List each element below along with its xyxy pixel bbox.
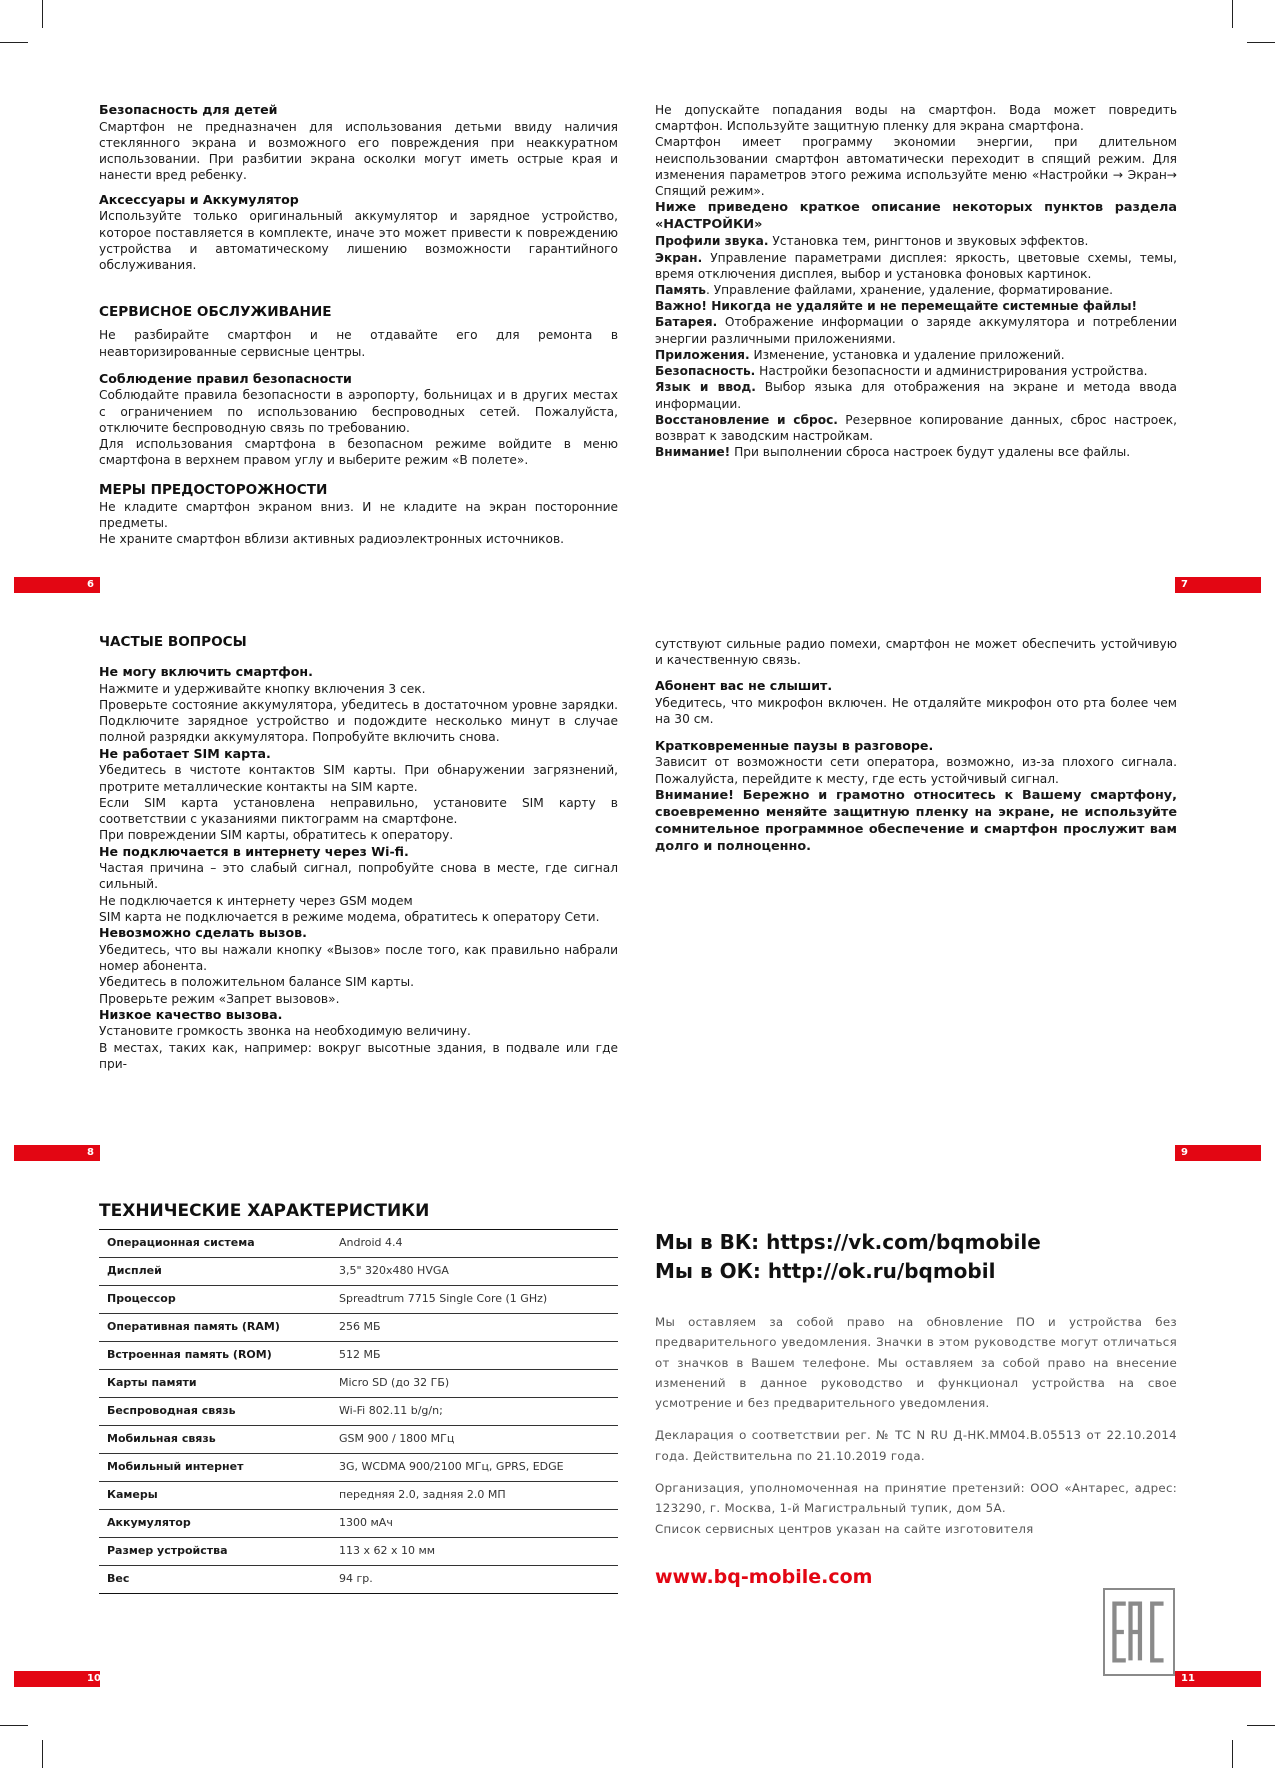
spec-value: 512 МБ — [339, 1341, 618, 1369]
q4-line-3: Проверьте режим «Запрет вызовов». — [99, 991, 340, 1006]
spec-value: 3,5" 320x480 HVGA — [339, 1257, 618, 1285]
specs-table — [99, 1229, 618, 1594]
accessories-text: Используйте только оригинальный аккумулятор и зарядное устройство, которое поставляется в комплекте, иначе это может привести к повреждению устройства и автоматическому лишению возможности гарантийного обслуживания. — [99, 209, 618, 272]
q6-text: Убедитесь, что микрофон включен. Не отдаляйте микрофон ото рта более чем на 30 см. — [655, 696, 1177, 727]
spec-value: передняя 2.0, задняя 2.0 МП — [339, 1481, 618, 1509]
q6-title: Абонент вас не слышит. — [655, 678, 833, 694]
q3-line-3: SIM карта не подключается в режиме модема, обратитесь к оператору Сети. — [99, 909, 600, 924]
spec-key: Карты памяти — [99, 1369, 339, 1397]
settings-item-desc: Резервное копирование данных, сброс настроек, возврат к заводским настройкам. — [655, 412, 1177, 443]
page-number-7: 7 — [1175, 577, 1261, 593]
settings-heading: Ниже приведено краткое описание некоторых пунктов раздела «НАСТРОЙКИ» — [655, 200, 1177, 233]
q2-line-2: Если SIM карта установлена неправильно, установите SIM карту в соответствии с указаниями пиктограмм на смартфоне. — [99, 795, 618, 827]
settings-item — [655, 444, 1177, 460]
ok-link[interactable]: Мы в ОК: http://ok.ru/bqmobil — [655, 1259, 996, 1283]
page-number-9: 9 — [1175, 1145, 1261, 1161]
vk-link[interactable]: Мы в ВК: https://vk.com/bqmobile — [655, 1230, 1041, 1254]
spec-value: 94 гр. — [339, 1565, 618, 1593]
settings-item — [655, 298, 1177, 314]
spec-key: Оперативная память (RAM) — [99, 1313, 339, 1341]
table-row — [99, 1481, 618, 1509]
spec-value: 256 МБ — [339, 1313, 618, 1341]
child-safety-title: Безопасность для детей — [99, 102, 278, 117]
settings-item-term: Восстановление и сброс. — [655, 412, 838, 427]
settings-item — [655, 250, 1177, 282]
settings-item — [655, 314, 1177, 346]
page-8-content — [99, 633, 618, 1072]
q4-line-1: Убедитесь, что вы нажали кнопку «Вызов» после того, как правильно набрали номер абонента. — [99, 942, 618, 974]
table-row — [99, 1397, 618, 1425]
settings-item-term: Экран. — [655, 250, 703, 265]
page-number-10: 10 — [14, 1671, 100, 1687]
accessories-title: Аксессуары и Аккумулятор — [99, 191, 299, 207]
table-row — [99, 1369, 618, 1397]
eac-certification-mark — [1103, 1588, 1175, 1676]
table-row — [99, 1425, 618, 1453]
q1-line-1: Нажмите и удерживайте кнопку включения 3 сек. — [99, 681, 426, 696]
continuation-text: сутствуют сильные радио помехи, смартфон не может обеспечить устойчивую и качественную связь. — [655, 637, 1177, 668]
crop-mark — [42, 1740, 43, 1768]
note-declaration: Декларация о соответствии рег. № ТС N RU Д-НК.ММ04.В.05513 от 22.10.2014 года. Действительна по 21.10.2019 года. — [655, 1428, 1177, 1463]
page-7-content — [655, 102, 1177, 460]
spec-key: Мобильный интернет — [99, 1453, 339, 1481]
q1-title: Не могу включить смартфон. — [99, 664, 313, 680]
q3-title: Не подключается в интернету через Wi-fi. — [99, 843, 409, 859]
page-9-content — [655, 636, 1177, 855]
settings-item-desc: Управление параметрами дисплея: яркость, цветовые схемы, темы, время отключения дисплея, выбор и установка фоновых картинок. — [655, 250, 1177, 281]
water-text: Не допускайте попадания воды на смартфон. Вода может повредить смартфон. Используйте защитную пленку для экрана смартфона. — [655, 103, 1177, 134]
precautions-text-2: Не храните смартфон вблизи активных радиоэлектронных источников. — [99, 532, 565, 547]
spec-value: Micro SD (до 32 ГБ) — [339, 1369, 618, 1397]
settings-item-term: Безопасность. — [655, 364, 756, 379]
settings-item-desc: При выполнении сброса настроек будут удалены все файлы. — [730, 445, 1131, 460]
table-row — [99, 1341, 618, 1369]
spec-value: Spreadtrum 7715 Single Core (1 GHz) — [339, 1285, 618, 1313]
note-rights: Мы оставляем за собой право на обновление ПО и устройства без предварительного уведомления. Значки в этом руководстве могут отличаться от значков в Вашем телефоне. Мы оставляем за собой право на внесение изменений в данное руководство и функционал устройства на свое усмотрение и без предварительного уведомления. — [655, 1315, 1177, 1411]
settings-list — [655, 233, 1177, 460]
spec-value: Android 4.4 — [339, 1229, 618, 1257]
table-row — [99, 1453, 618, 1481]
specs-title: ТЕХНИЧЕСКИЕ ХАРАКТЕРИСТИКИ — [99, 1201, 430, 1221]
page-10-content — [99, 1200, 618, 1594]
settings-item-term: Память — [655, 283, 706, 297]
page-number-8: 8 — [14, 1145, 100, 1161]
page-11-content — [655, 1228, 1177, 1590]
table-row — [99, 1229, 618, 1257]
spec-key: Аккумулятор — [99, 1509, 339, 1537]
q5-title: Низкое качество вызова. — [99, 1006, 283, 1022]
rules-title: Соблюдение правил безопасности — [99, 370, 352, 386]
q4-line-2: Убедитесь в положительном балансе SIM карты. — [99, 975, 415, 990]
settings-item — [655, 347, 1177, 363]
spec-key: Вес — [99, 1565, 339, 1593]
table-row — [99, 1565, 618, 1593]
table-row — [99, 1537, 618, 1565]
spec-key: Встроенная память (ROM) — [99, 1341, 339, 1369]
settings-item-desc: Настройки безопасности и администрирования устройства. — [755, 364, 1148, 379]
q5-line-2: В местах, таких как, например: вокруг высотные здания, в подвале или где при- — [99, 1040, 618, 1071]
q4-title: Невозможно сделать вызов. — [99, 925, 307, 941]
q2-line-1: Убедитесь в чистоте контактов SIM карты. При обнаружении загрязнений, протрите металлические контакты на SIM карте. — [99, 763, 618, 794]
q3-line-1: Частая причина – это слабый сигнал, попробуйте снова в месте, где сигнал сильный. — [99, 861, 618, 892]
spec-key: Дисплей — [99, 1257, 339, 1285]
q7-text: Зависит от возможности сети оператора, возможно, из-за плохого сигнала. Пожалуйста, перейдите к месту, где есть устойчивый сигнал. — [655, 755, 1177, 786]
q2-line-3: При повреждении SIM карты, обратитесь к оператору. — [99, 828, 454, 843]
crop-mark — [1247, 1725, 1275, 1726]
spec-key: Мобильная связь — [99, 1425, 339, 1453]
settings-item — [655, 233, 1177, 249]
settings-item-term: Приложения. — [655, 347, 750, 362]
settings-item-desc: . Управление файлами, хранение, удаление, форматирование. — [705, 283, 1113, 297]
spec-key: Камеры — [99, 1481, 339, 1509]
service-text: Не разбирайте смартфон и не отдавайте его для ремонта в неавторизированные сервисные центры. — [99, 328, 618, 359]
settings-item-desc: Выбор языка для отображения на экране и метода ввода информации. — [655, 380, 1177, 411]
note-service-centers: Список сервисных центров указан на сайте изготовителя — [655, 1521, 1034, 1536]
settings-item-term: Профили звука. — [655, 234, 769, 249]
spec-key: Беспроводная связь — [99, 1397, 339, 1425]
crop-mark — [1247, 42, 1275, 43]
spec-value: GSM 900 / 1800 МГц — [339, 1425, 618, 1453]
q3-line-2: Не подключается к интернету через GSM модем — [99, 893, 413, 908]
crop-mark — [42, 0, 43, 28]
q7-title: Кратковременные паузы в разговоре. — [655, 737, 934, 753]
final-warning: Внимание! Бережно и грамотно относитесь к Вашему смартфону, своевременно меняйте защитную пленку на экране, не используйте сомнительное программное обеспечение и смартфон прослужит вам долго и полноценно. — [655, 787, 1177, 854]
precautions-text-1: Не кладите смартфон экраном вниз. И не кладите на экран посторонние предметы. — [99, 499, 618, 530]
energy-text: Смартфон имеет программу экономии энергии, при длительном неиспользовании смартфон автоматически переходит в спящий режим. Для изменения параметров этого режима используйте меню «Настройки → Экран→ Спящий режим». — [655, 135, 1177, 199]
rules-text-1: Соблюдайте правила безопасности в аэропорту, больницах и в других местах с ограничением по использованию беспроводных сетей. Пожалуйста, отключите беспроводную связь по требованию. — [99, 388, 618, 435]
service-title: СЕРВИСНОЕ ОБСЛУЖИВАНИЕ — [99, 304, 332, 321]
settings-item-desc: Отображение информации о заряде аккумулятора и потреблении энергии различными приложениями. — [655, 315, 1177, 346]
spec-key: Процессор — [99, 1285, 339, 1313]
settings-item-term: Язык и ввод. — [655, 380, 756, 395]
crop-mark — [1232, 1740, 1233, 1768]
spec-value: 3G, WCDMA 900/2100 МГц, GPRS, EDGE — [339, 1453, 618, 1481]
crop-mark — [0, 1725, 28, 1726]
page-6-content — [99, 102, 618, 547]
q1-line-2: Проверьте состояние аккумулятора, убедитесь в достаточном уровне зарядки. Подключите зарядное устройство и подождите несколько минут в случае полной разрядки аккумулятора. Попробуйте включить снова. — [99, 698, 618, 745]
crop-mark — [1232, 0, 1233, 28]
eac-logo-icon — [1105, 1590, 1173, 1674]
settings-item-term: Важно! Никогда не удаляйте и не перемещайте системные файлы! — [655, 299, 1138, 314]
note-organization: Организация, уполномоченная на принятие претензий: ООО «Антарес, адрес: 123290, г. Москва, 1-й Магистральный тупик, дом 5А. — [655, 1480, 1177, 1516]
spec-key: Операционная система — [99, 1229, 339, 1257]
crop-mark — [0, 42, 28, 43]
faq-title: ЧАСТЫЕ ВОПРОСЫ — [99, 634, 247, 650]
website-link[interactable]: www.bq-mobile.com — [655, 1565, 873, 1588]
precautions-title: МЕРЫ ПРЕДОСТОРОЖНОСТИ — [99, 481, 328, 498]
table-row — [99, 1285, 618, 1313]
spec-value: 113 x 62 x 10 мм — [339, 1537, 618, 1565]
settings-item-term: Батарея. — [655, 315, 718, 330]
settings-item-desc: Изменение, установка и удаление приложений. — [749, 347, 1065, 362]
spec-value: Wi-Fi 802.11 b/g/n; — [339, 1397, 618, 1425]
rules-text-2: Для использования смартфона в безопасном режиме войдите в меню смартфона в верхнем правом углу и выберите режим «В полете». — [99, 437, 618, 468]
spec-key: Размер устройства — [99, 1537, 339, 1565]
settings-item-term: Внимание! — [655, 445, 731, 460]
q2-title: Не работает SIM карта. — [99, 745, 271, 761]
settings-item — [655, 363, 1177, 379]
child-safety-text: Смартфон не предназначен для использования детьми ввиду наличия стеклянного экрана и возможного его повреждения при неаккуратном использовании. При разбитии экрана осколки могут иметь острые края и нанести вред ребенку. — [99, 119, 618, 183]
table-row — [99, 1509, 618, 1537]
settings-item-desc: Установка тем, рингтонов и звуковых эффектов. — [768, 234, 1089, 249]
table-row — [99, 1313, 618, 1341]
settings-item — [655, 282, 1177, 298]
spec-value: 1300 мАч — [339, 1509, 618, 1537]
table-row — [99, 1257, 618, 1285]
settings-item — [655, 379, 1177, 411]
settings-item — [655, 412, 1177, 444]
page-number-6: 6 — [14, 577, 100, 593]
q5-line-1: Установите громкость звонка на необходимую величину. — [99, 1024, 471, 1039]
page-number-11: 11 — [1175, 1671, 1261, 1687]
